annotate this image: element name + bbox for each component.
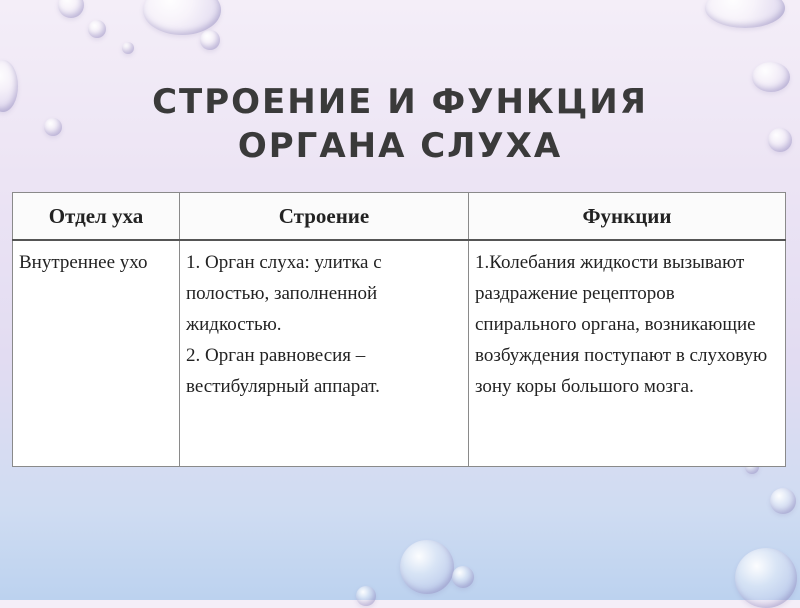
- decorative-bubble: [122, 42, 134, 54]
- table-row: [13, 240, 786, 467]
- ear-structure-table: [12, 192, 786, 467]
- decorative-bubble: [705, 0, 785, 28]
- cell-structure: [180, 240, 469, 467]
- structure-item-2: 2. Орган равновесия – вестибулярный аппарат.: [186, 345, 380, 397]
- structure-item-1: 1. Орган слуха: улитка с полостью, заполненной жидкостью.: [186, 252, 382, 335]
- cell-function: 1.Колебания жидкости вызывают раздражение рецепторов спирального органа, возникающие возбуждения поступают в слуховую зону коры большого мозга.: [469, 240, 786, 467]
- cell-section: Внутреннее ухо: [13, 240, 180, 467]
- slide-title: [0, 80, 800, 168]
- decorative-bubble: [735, 548, 797, 608]
- header-function: Функции: [469, 193, 786, 241]
- decorative-bubble: [770, 488, 796, 514]
- title-line-2: ОРГАНА СЛУХА: [237, 126, 563, 166]
- decorative-bubble: [452, 566, 474, 588]
- header-structure: Строение: [180, 193, 469, 241]
- decorative-bubble: [58, 0, 84, 18]
- decorative-bubble: [356, 586, 376, 606]
- decorative-bubble: [200, 30, 220, 50]
- header-section: Отдел уха: [13, 193, 180, 241]
- table-header-row: [13, 193, 786, 241]
- decorative-bubble: [88, 20, 106, 38]
- decorative-bubble: [400, 540, 454, 594]
- title-line-1: СТРОЕНИЕ И ФУНКЦИЯ: [152, 82, 648, 122]
